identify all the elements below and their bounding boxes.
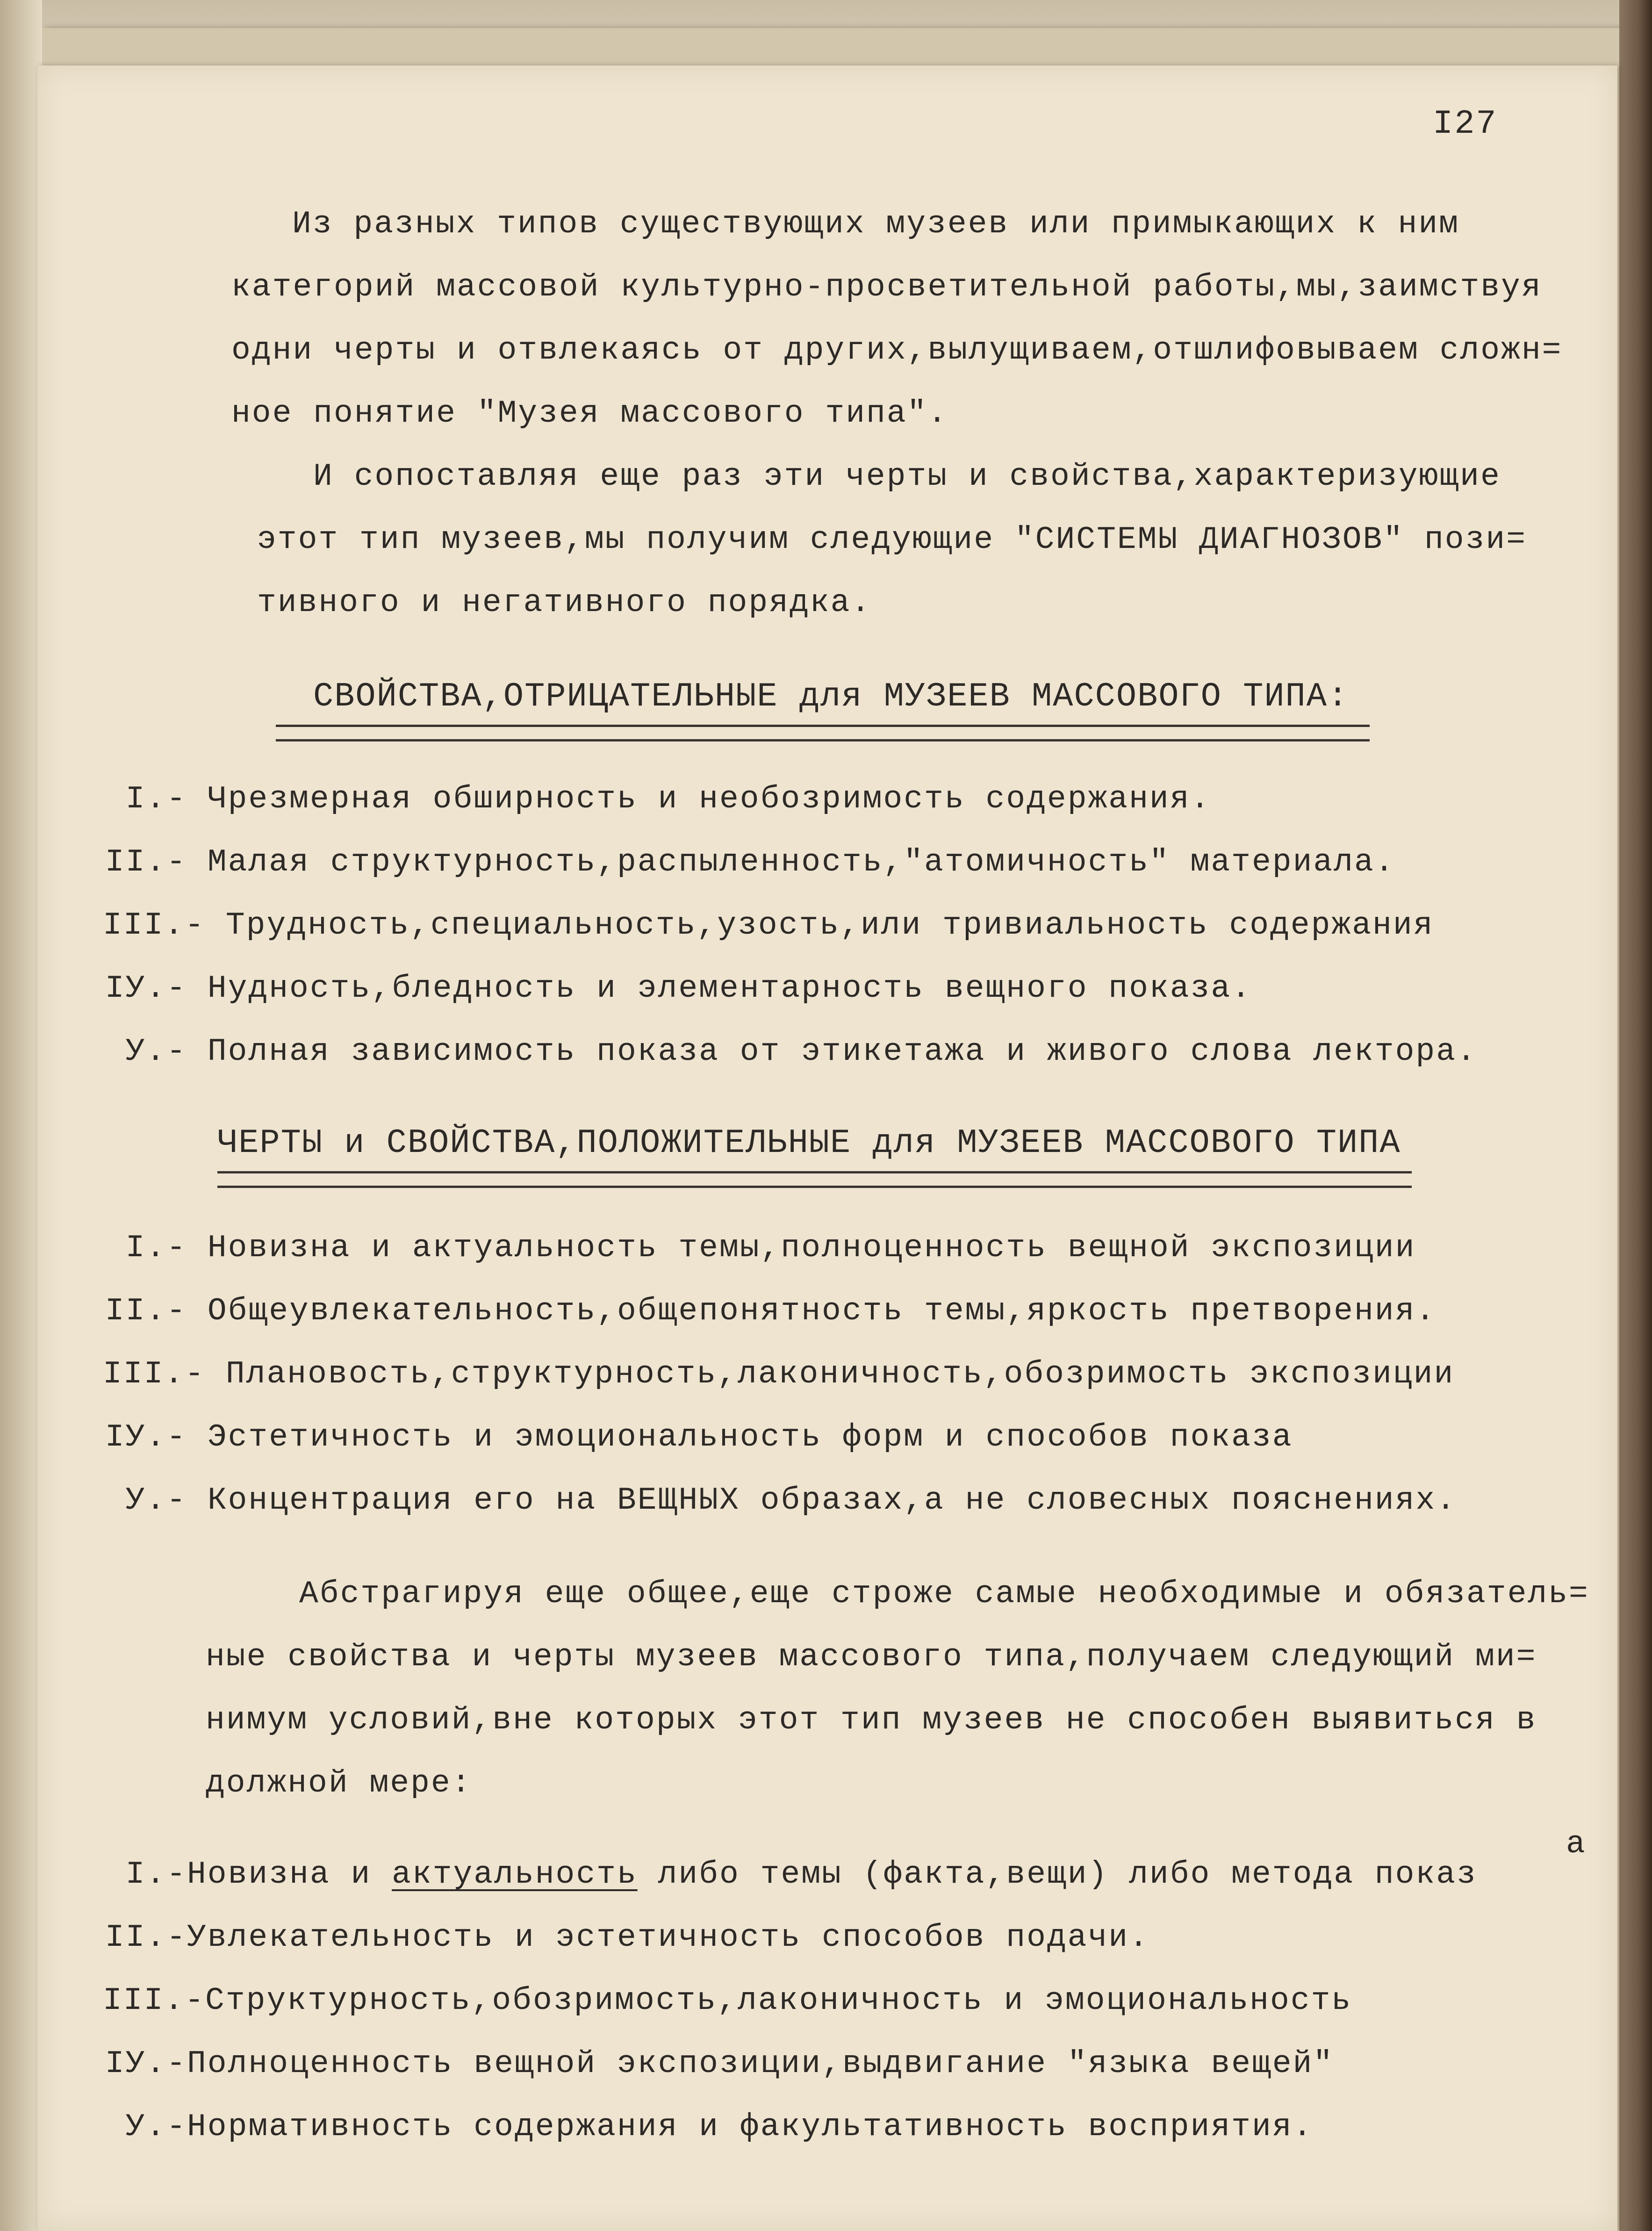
positive-item-5 [103, 1482, 1457, 1519]
negative-heading: СВОЙСТВА,ОТРИЦАТЕЛЬНЫЕ для МУЗЕЕВ МАССОВОГО ТИПА: [313, 677, 1349, 716]
item-text: Новизна и актуальность темы,полноценность вещной экспозиции [207, 1230, 1416, 1266]
positive-item-2 [103, 1293, 1436, 1330]
intro-line-2: категорий массовой культурно-просветительной работы,мы,заимствуя [231, 269, 1542, 305]
negative-item-4 [103, 970, 1252, 1008]
item-text: Эстетичность и эмоциональность форм и способов показа [207, 1419, 1293, 1455]
positive-item-4 [103, 1419, 1293, 1456]
positive-item-1 [103, 1230, 1415, 1267]
abstract-line-3: нимум условий,вне которых этот тип музеев не способен выявиться в [206, 1702, 1537, 1738]
intro-line-3: одни черты и отвлекаясь от других,вылущиваем,отшлифовываем сложн= [231, 332, 1563, 368]
negative-item-3 [103, 907, 1434, 944]
negative-item-1 [103, 781, 1211, 818]
minimum-item-4 [103, 2045, 1334, 2083]
intro-line-4: ное понятие "Музея массового типа". [231, 396, 948, 432]
item-number: IУ.- [105, 1419, 187, 1455]
item-text: Полная зависимость показа от этикетажа и живого слова лектора. [207, 1034, 1477, 1070]
positive-heading: ЧЕРТЫ и СВОЙСТВА,ПОЛОЖИТЕЛЬНЫЕ для МУЗЕЕВ МАССОВОГО ТИПА [217, 1124, 1401, 1162]
item-number: I.- [125, 781, 187, 817]
item-text-underlined: актуальность [392, 1857, 638, 1893]
overflow-letter: а [1566, 1826, 1587, 1862]
positive-heading-rule [217, 1171, 1412, 1188]
item-number: III.- [103, 1983, 206, 2019]
negative-item-2 [103, 844, 1395, 881]
item-text: Трудность,специальность,узость,или тривиальность содержания [225, 907, 1434, 943]
item-number: У.- [125, 1034, 187, 1070]
item-text-before: Новизна и [187, 1857, 392, 1893]
page-edge-shadow [1619, 0, 1652, 2231]
intro2-line-1: И сопоставляя еще раз эти черты и свойства,характеризующие [313, 459, 1501, 495]
minimum-item-5 [103, 2109, 1313, 2146]
item-text: Увлекательность и эстетичность способов подачи. [187, 1920, 1149, 1956]
item-number: У.- [125, 2109, 187, 2145]
item-text: Полноценность вещной экспозиции,выдвигание "языка вещей" [187, 2046, 1334, 2082]
item-number: II.- [105, 844, 187, 880]
item-number: II.- [105, 1920, 187, 1956]
document-page [37, 65, 1617, 2231]
page-number: I27 [1433, 105, 1498, 143]
item-number: I.- [125, 1857, 187, 1893]
item-number: III.- [103, 907, 206, 943]
item-text: Нудность,бледность и элементарность вещного показа. [207, 971, 1252, 1007]
negative-heading-rule [276, 725, 1370, 741]
item-text-after: либо темы (факта,вещи) либо метода показ [637, 1857, 1477, 1893]
item-text: Общеувлекательность,общепонятность темы,яркость претворения. [207, 1293, 1437, 1329]
item-number: III.- [103, 1356, 206, 1392]
minimum-item-1 [103, 1856, 1477, 1893]
intro2-line-2: этот тип музеев,мы получим следующие "СИСТЕМЫ ДИАГНОЗОВ" пози= [257, 522, 1527, 558]
item-number: I.- [125, 1230, 187, 1266]
item-text: Малая структурность,распыленность,"атомичность" материала. [207, 844, 1395, 880]
minimum-item-3 [103, 1982, 1352, 2020]
item-text: Плановость,структурность,лаконичность,обозримость экспозиции [225, 1356, 1455, 1392]
negative-item-5 [103, 1033, 1477, 1071]
abstract-line-4: должной мере: [206, 1765, 472, 1801]
item-text: Концентрация его на ВЕЩНЫХ образах,а не словесных пояснениях. [207, 1483, 1457, 1519]
binding-margin [0, 0, 42, 2231]
intro-line-1: Из разных типов существующих музеев или примыкающих к ним [292, 206, 1459, 242]
abstract-line-1: Абстрагируя еще общее,еще строже самые необходимые и обязатель= [299, 1576, 1589, 1612]
minimum-item-2 [103, 1919, 1149, 1957]
item-number: II.- [105, 1293, 187, 1329]
item-text: Чрезмерная обширность и необозримость содержания. [207, 781, 1211, 817]
item-number: У.- [125, 1483, 187, 1519]
item-text: Структурность,обозримость,лаконичность и эмоциональность [205, 1983, 1352, 2019]
item-number: IУ.- [105, 971, 187, 1007]
positive-item-3 [103, 1356, 1454, 1393]
abstract-line-2: ные свойства и черты музеев массового типа,получаем следующий ми= [206, 1639, 1537, 1675]
intro2-line-3: тивного и негативного порядка. [257, 585, 872, 621]
item-text: Нормативность содержания и факультативность восприятия. [187, 2109, 1314, 2145]
item-number: IУ.- [105, 2046, 187, 2082]
